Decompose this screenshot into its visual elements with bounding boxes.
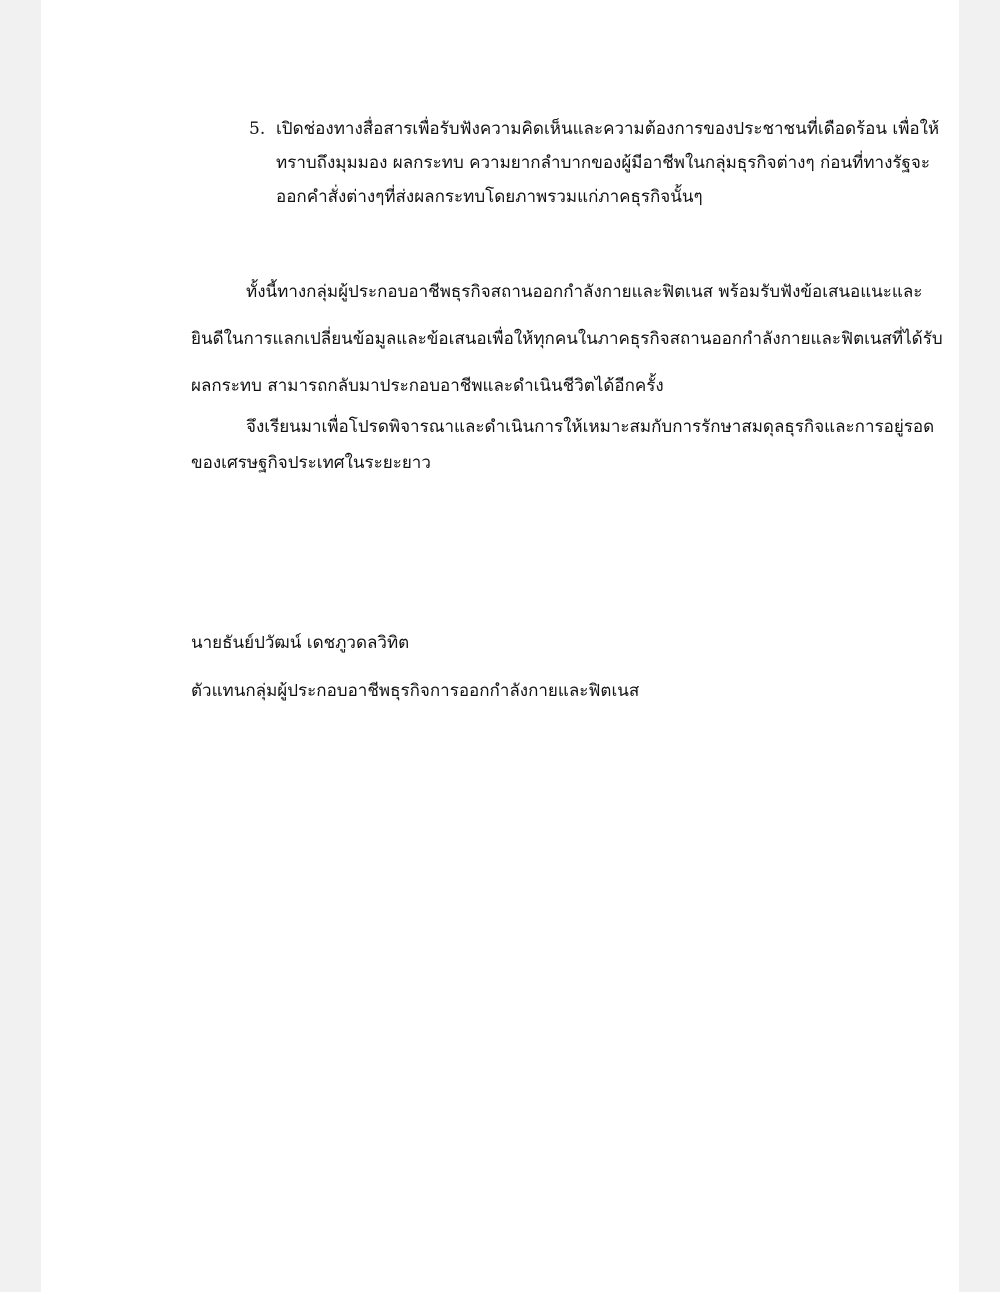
- list-item-line: เปิดช่องทางสื่อสารเพื่อรับฟังความคิดเห็นและความต้องการของประชาชนที่เดือดร้อน เพื่อให้: [276, 119, 940, 139]
- document-page: [41, 0, 959, 1292]
- list-item-line: ทราบถึงมุมมอง ผลกระทบ ความยากลำบากของผู้มีอาชีพในกลุ่มธุรกิจต่างๆ ก่อนที่ทางรัฐจะ: [276, 153, 931, 173]
- list-item-number: 5.: [249, 119, 266, 139]
- list-item-body: [276, 112, 939, 214]
- list-item-line: ออกคำสั่งต่างๆที่ส่งผลกระทบโดยภาพรวมแก่ภาคธุรกิจนั้นๆ: [276, 187, 703, 207]
- signature-name: นายธันย์ปวัฒน์ เดชภูวดลวิทิต: [191, 633, 410, 653]
- paragraph-offer: [191, 275, 943, 416]
- signature-block: [191, 626, 639, 722]
- paragraph-line: ยินดีในการแลกเปลี่ยนข้อมูลและข้อเสนอเพื่อให้ทุกคนในภาคธุรกิจสถานออกกำลังกายและฟิตเนสที่ได้รับ: [191, 329, 943, 349]
- paragraph-line: ผลกระทบ สามารถกลับมาประกอบอาชีพและดำเนินชีวิตได้อีกครั้ง: [191, 376, 664, 396]
- signature-title: ตัวแทนกลุ่มผู้ประกอบอาชีพธุรกิจการออกกำลังกายและฟิตเนส: [191, 681, 640, 701]
- paragraph-line: ทั้งนี้ทางกลุ่มผู้ประกอบอาชีพธุรกิจสถานออกกำลังกายและฟิตเนส พร้อมรับฟังข้อเสนอแนะและ: [246, 282, 923, 302]
- paragraph-line: ของเศรษฐกิจประเทศในระยะยาว: [191, 453, 431, 473]
- paragraph-closing: [191, 410, 934, 482]
- paragraph-line: จึงเรียนมาเพื่อโปรดพิจารณาและดำเนินการให้เหมาะสมกับการรักษาสมดุลธุรกิจและการอยู่รอด: [246, 417, 935, 437]
